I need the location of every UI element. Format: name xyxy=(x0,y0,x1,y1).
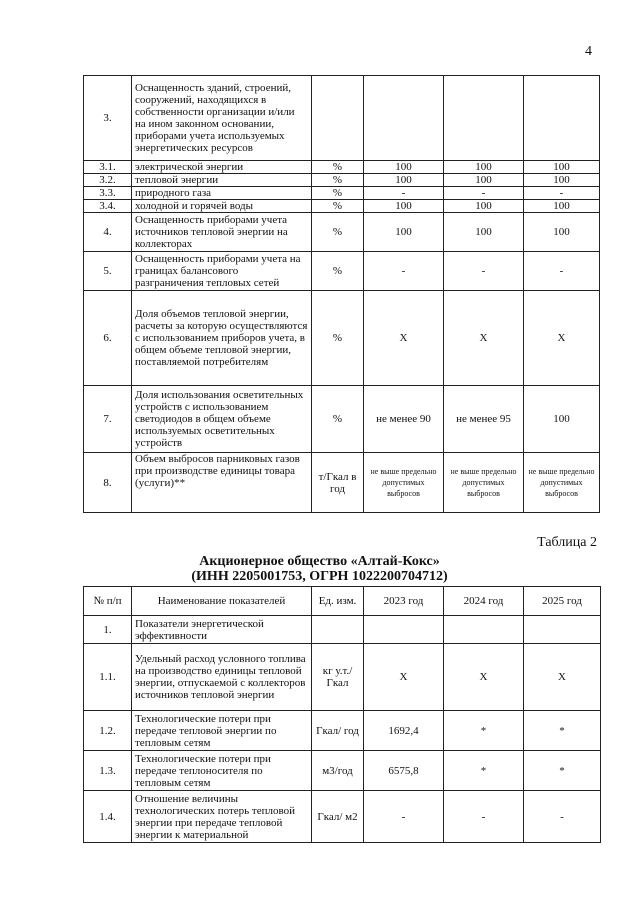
value-2024: не выше предельно допустимых выбросов xyxy=(444,453,524,513)
unit: Гкал/ год xyxy=(312,711,364,751)
table-row xyxy=(84,213,600,252)
table-row xyxy=(84,76,600,161)
organization-name: Акционерное общество «Алтай-Кокс» xyxy=(199,554,440,569)
row-number: 4. xyxy=(84,213,132,252)
value-2024: Х xyxy=(444,644,524,711)
header-num: № п/п xyxy=(84,587,132,616)
table1-body xyxy=(84,76,600,513)
unit: кг у.т./ Гкал xyxy=(312,644,364,711)
value-2023: - xyxy=(364,187,444,200)
unit: % xyxy=(312,161,364,174)
row-number: 6. xyxy=(84,291,132,386)
value-2024 xyxy=(444,616,524,644)
value-2025: 100 xyxy=(524,200,600,213)
table-row xyxy=(84,644,601,711)
indicator-name: холодной и горячей воды xyxy=(132,200,312,213)
value-2024: - xyxy=(444,187,524,200)
header-unit: Ед. изм. xyxy=(312,587,364,616)
header-year-2023: 2023 год xyxy=(364,587,444,616)
value-2025 xyxy=(524,76,600,161)
unit: % xyxy=(312,213,364,252)
value-2024: не менее 95 xyxy=(444,386,524,453)
table2-header-row xyxy=(84,587,601,616)
value-2024: * xyxy=(444,751,524,791)
value-2023: не выше предельно допустимых выбросов xyxy=(364,453,444,513)
indicator-name: электрической энергии xyxy=(132,161,312,174)
value-2023: 100 xyxy=(364,213,444,252)
indicator-name: Объем выбросов парниковых газов при производстве единицы товара (услуги)** xyxy=(132,453,312,513)
table2-caption: Таблица 2 xyxy=(537,535,597,550)
value-2025: не выше предельно допустимых выбросов xyxy=(524,453,600,513)
unit: % xyxy=(312,291,364,386)
value-2025: - xyxy=(524,252,600,291)
indicators-table-continued xyxy=(83,75,600,513)
row-number: 3.2. xyxy=(84,174,132,187)
row-number: 1. xyxy=(84,616,132,644)
indicator-name: Показатели энергетической эффективности xyxy=(132,616,312,644)
organization-ids: (ИНН 2205001753, ОГРН 1022200704712) xyxy=(191,569,448,584)
row-number: 1.2. xyxy=(84,711,132,751)
value-2024: * xyxy=(444,711,524,751)
table-row xyxy=(84,187,600,200)
unit: % xyxy=(312,174,364,187)
indicator-name: Оснащенность приборами учета на границах балансового разграничения тепловых сетей xyxy=(132,252,312,291)
table-row xyxy=(84,200,600,213)
table-row xyxy=(84,386,600,453)
row-number: 5. xyxy=(84,252,132,291)
table-row xyxy=(84,751,601,791)
indicator-name: природного газа xyxy=(132,187,312,200)
unit: % xyxy=(312,386,364,453)
value-2023 xyxy=(364,616,444,644)
unit: % xyxy=(312,252,364,291)
table2-body xyxy=(84,616,601,843)
indicator-name: Отношение величины технологических потерь тепловой энергии при передаче тепловой энергии к материальной xyxy=(132,791,312,843)
table-row xyxy=(84,711,601,751)
value-2023: 6575,8 xyxy=(364,751,444,791)
value-2023: Х xyxy=(364,291,444,386)
indicator-name: Технологические потери при передаче теплоносителя по тепловым сетям xyxy=(132,751,312,791)
unit: м3/год xyxy=(312,751,364,791)
table-row xyxy=(84,453,600,513)
page-number: 4 xyxy=(585,44,592,59)
value-2024: 100 xyxy=(444,174,524,187)
header-year-2025: 2025 год xyxy=(524,587,601,616)
table-row xyxy=(84,252,600,291)
value-2024: - xyxy=(444,791,524,843)
unit xyxy=(312,616,364,644)
value-2025: * xyxy=(524,711,601,751)
row-number: 3. xyxy=(84,76,132,161)
table-row xyxy=(84,161,600,174)
value-2024: 100 xyxy=(444,200,524,213)
value-2025: * xyxy=(524,751,601,791)
value-2025: - xyxy=(524,187,600,200)
value-2023: - xyxy=(364,791,444,843)
value-2024: 100 xyxy=(444,213,524,252)
value-2025: 100 xyxy=(524,161,600,174)
value-2025: Х xyxy=(524,291,600,386)
row-number: 8. xyxy=(84,453,132,513)
indicator-name: Удельный расход условного топлива на производство единицы тепловой энергии, отпускаемой с коллекторов источников тепловой энергии xyxy=(132,644,312,711)
value-2023: - xyxy=(364,252,444,291)
value-2024: Х xyxy=(444,291,524,386)
unit: % xyxy=(312,200,364,213)
unit: т/Гкал в год xyxy=(312,453,364,513)
row-number: 3.1. xyxy=(84,161,132,174)
table-row xyxy=(84,791,601,843)
value-2023: 1692,4 xyxy=(364,711,444,751)
value-2025: 100 xyxy=(524,174,600,187)
value-2023: не менее 90 xyxy=(364,386,444,453)
unit xyxy=(312,76,364,161)
indicator-name: Оснащенность зданий, строений, сооружений, находящихся в собственности организации и/или на ином законном основании, приборами учета используемых энергетических ресурсов xyxy=(132,76,312,161)
value-2025 xyxy=(524,616,601,644)
row-number: 3.4. xyxy=(84,200,132,213)
energy-efficiency-table xyxy=(83,586,601,843)
indicator-name: тепловой энергии xyxy=(132,174,312,187)
table-row xyxy=(84,291,600,386)
indicator-name: Оснащенность приборами учета источников тепловой энергии на коллекторах xyxy=(132,213,312,252)
value-2025: 100 xyxy=(524,386,600,453)
indicator-name: Технологические потери при передаче тепловой энергии по тепловым сетям xyxy=(132,711,312,751)
table-row xyxy=(84,616,601,644)
value-2023: 100 xyxy=(364,200,444,213)
row-number: 1.1. xyxy=(84,644,132,711)
value-2025: - xyxy=(524,791,601,843)
value-2023 xyxy=(364,76,444,161)
header-year-2024: 2024 год xyxy=(444,587,524,616)
row-number: 1.4. xyxy=(84,791,132,843)
value-2024: 100 xyxy=(444,161,524,174)
indicator-name: Доля использования осветительных устройств с использованием светодиодов в общем объеме используемых осветительных устройств xyxy=(132,386,312,453)
indicator-name: Доля объемов тепловой энергии, расчеты за которую осуществляются с использованием приборов учета, в общем объеме тепловой энергии, поставляемой потребителям xyxy=(132,291,312,386)
value-2024: - xyxy=(444,252,524,291)
table-row xyxy=(84,174,600,187)
row-number: 1.3. xyxy=(84,751,132,791)
value-2023: 100 xyxy=(364,161,444,174)
header-name: Наименование показателей xyxy=(132,587,312,616)
value-2025: 100 xyxy=(524,213,600,252)
value-2023: Х xyxy=(364,644,444,711)
value-2025: Х xyxy=(524,644,601,711)
value-2023: 100 xyxy=(364,174,444,187)
unit: % xyxy=(312,187,364,200)
unit: Гкал/ м2 xyxy=(312,791,364,843)
value-2024 xyxy=(444,76,524,161)
row-number: 7. xyxy=(84,386,132,453)
row-number: 3.3. xyxy=(84,187,132,200)
